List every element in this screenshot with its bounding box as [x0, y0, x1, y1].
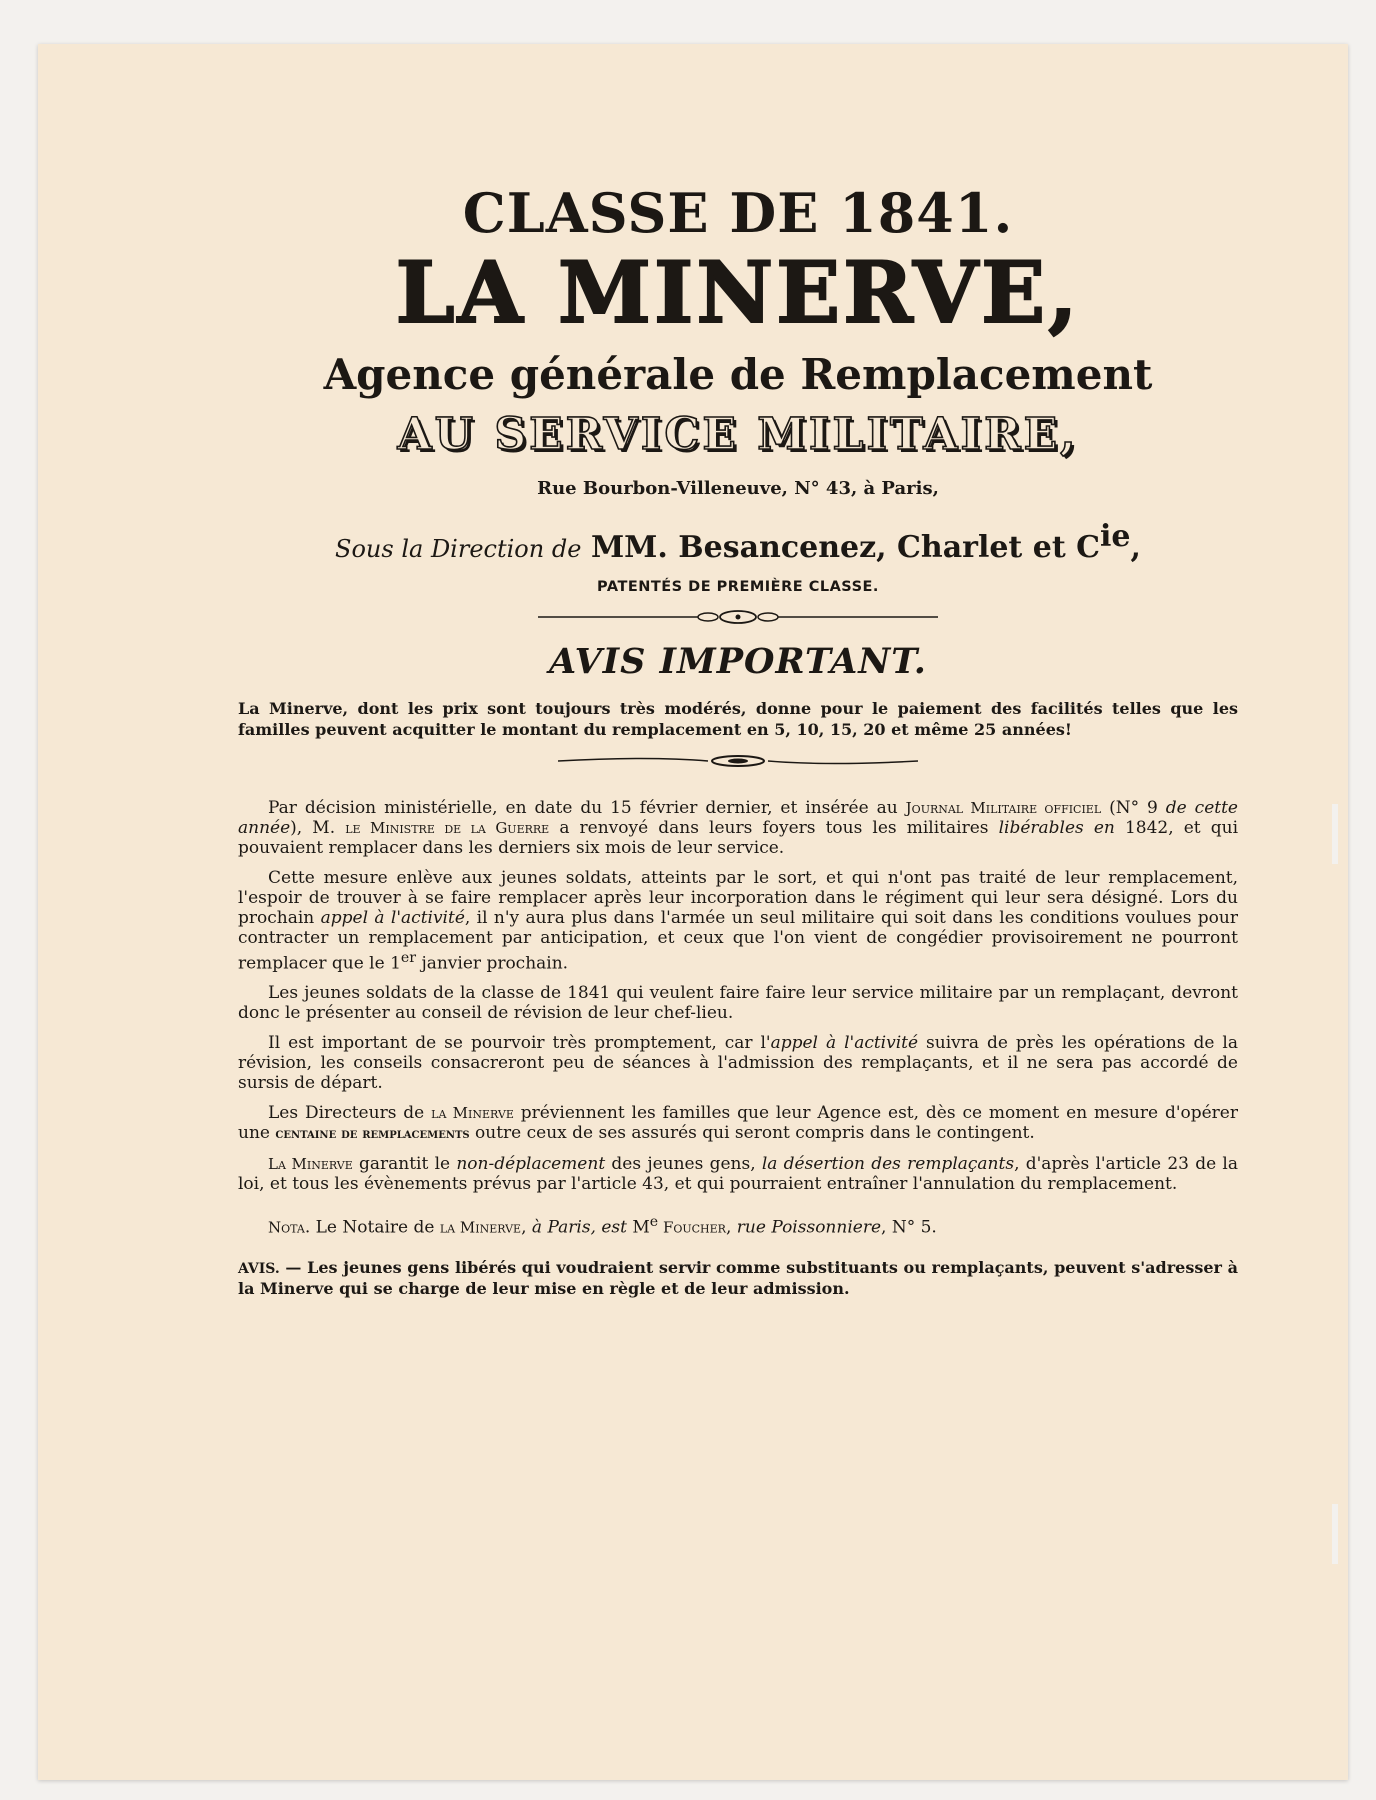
p6-text-f: , d'après l'article 23 de la loi, et tous les évènements prévus par l'article 43, et qui pourraient entraîner l'annulation du remplacement. — [238, 1154, 1238, 1195]
paper-edge-notch — [1332, 804, 1338, 864]
ornament-divider-icon — [538, 609, 938, 625]
p6-desertion: la désertion des remplaçants — [761, 1154, 1015, 1175]
p1-text-c: (N° 9 — [1101, 797, 1166, 818]
body-paragraph-6 — [238, 1154, 1238, 1194]
poster-sheet — [38, 44, 1348, 1780]
nota-sup: e — [649, 1214, 659, 1231]
avis-final-paragraph — [238, 1258, 1238, 1299]
nota-text-j: , N° 5. — [881, 1217, 937, 1238]
direction-end: , — [1130, 529, 1141, 565]
nota-label: Nota — [268, 1218, 305, 1237]
p6-text-d: des jeunes gens, — [605, 1154, 762, 1175]
p6-minerve: La Minerve — [268, 1155, 353, 1174]
paper-edge-notch-2 — [1332, 1504, 1338, 1564]
p1-text-i: 1842, et qui pouvaient remplacer dans les derniers six mois de leur service. — [238, 817, 1239, 858]
service-militaire-heading: AU SERVICE MILITAIRE, — [397, 408, 1079, 460]
body-paragraph-1 — [238, 798, 1238, 858]
p6-non-deplacement: non-déplacement — [456, 1154, 606, 1175]
p6-text-b: garantit le — [352, 1154, 457, 1175]
nota-text-h: , — [725, 1217, 737, 1238]
p4-text-c: suivra de près les opérations de la révision, les conseils consacreront peu de séances à l'admission des remplaçants, et il ne sera pas accordé de sursis de départ. — [238, 1033, 1238, 1094]
p1-liberables: libérables en — [998, 817, 1115, 838]
p1-ministre: le Ministre de la Guerre — [345, 818, 550, 837]
p1-text-a: Par décision ministérielle, en date du 15 février dernier, et insérée au — [268, 797, 906, 818]
p5-minerve: la Minerve — [431, 1104, 514, 1123]
p1-italic: de cette année — [238, 797, 1238, 838]
direction-names: MM. Besancenez, Charlet et C — [590, 529, 1101, 565]
avis-important-paragraph: La Minerve, dont les prix sont toujours très modérés, donne pour le paiement des facilités telles que les familles peuvent acquitter le montant du remplacement en 5, 10, 15, 20 et même 25 années! — [238, 698, 1238, 739]
patentes-line: PATENTÉS DE PREMIÈRE CLASSE. — [597, 578, 879, 595]
p5-text-a: Les Directeurs de — [268, 1103, 432, 1124]
address-line: Rue Bourbon-Villeneuve, N° 43, à Paris, — [537, 477, 939, 499]
p5-text-c: préviennent les familles que leur Agence est, dès ce moment en mesure d'opérer une — [238, 1103, 1238, 1144]
nota-rue: rue Poissonniere — [736, 1217, 882, 1238]
direction-sup: ie — [1100, 518, 1131, 554]
avis-final-label: AVIS. — [238, 1260, 280, 1277]
p5-text-e: outre ceux de ses assurés qui seront compris dans le contingent. — [469, 1123, 1035, 1144]
direction-line — [238, 519, 1238, 565]
poster-content — [238, 181, 1239, 1299]
p2-appel: appel à l'activité — [320, 907, 465, 928]
p2-text-a: Cette mesure enlève aux jeunes soldats, atteints par le sort, et qui n'ont pas traité de leur remplacement, l'espoir de trouver à se faire remplacer après leur incorporation dans le régiment qui leur sera désigné. Lors du prochain — [238, 867, 1238, 928]
avis-final-text: — Les jeunes gens libérés qui voudraient servir comme substituants ou remplaçants, peuvent s'adresser à la Minerve qui se charge de leur mise en règle et de leur admission. — [238, 1257, 1238, 1298]
nota-line — [268, 1214, 1238, 1238]
agence-subtitle: Agence générale de Remplacement — [323, 349, 1153, 399]
p4-text-a: Il est important de se pourvoir très promptement, car l' — [268, 1033, 771, 1054]
p2-sup: er — [400, 949, 417, 966]
heading-la-minerve: LA MINERVE, — [395, 243, 1081, 343]
p2-text-c: , il n'y aura plus dans l'armée un seul militaire qui soit dans les conditions voulues pour contracter un remplacement par anticipation, et ceux que l'on vient de congédier provisoirement ne pourront remplacer que le 1 — [238, 907, 1238, 974]
nota-text-b: . Le Notaire de — [304, 1217, 440, 1238]
heading-classe: CLASSE DE 1841. — [462, 181, 1014, 245]
ornament-divider-2-icon — [558, 754, 918, 768]
body-paragraph-2 — [238, 868, 1238, 974]
nota-text-d: , — [521, 1217, 532, 1238]
avis-important-title: AVIS IMPORTANT. — [549, 640, 927, 682]
body-paragraph-5 — [238, 1103, 1238, 1144]
body-text — [238, 798, 1238, 1195]
p2-text-d: janvier prochain. — [416, 953, 569, 974]
body-paragraph-4 — [238, 1033, 1238, 1093]
nota-paris: à Paris, est — [531, 1217, 627, 1238]
p4-appel: appel à l'activité — [770, 1033, 919, 1054]
p5-centaine: centaine de remplacements — [275, 1126, 470, 1143]
direction-intro: Sous la Direction de — [335, 534, 582, 563]
p1-journal: Journal Militaire officiel — [905, 798, 1102, 817]
p1-text-g: a renvoyé dans leurs foyers tous les militaires — [549, 817, 999, 838]
nota-m: M — [626, 1217, 650, 1238]
nota-foucher: Foucher — [658, 1218, 726, 1237]
body-paragraph-3: Les jeunes soldats de la classe de 1841 qui veulent faire faire leur service militaire par un remplaçant, devront donc le présenter au conseil de révision de leur chef-lieu. — [238, 983, 1238, 1024]
p1-text-e: ), M. — [290, 817, 346, 838]
nota-minerve: la Minerve — [439, 1218, 522, 1237]
